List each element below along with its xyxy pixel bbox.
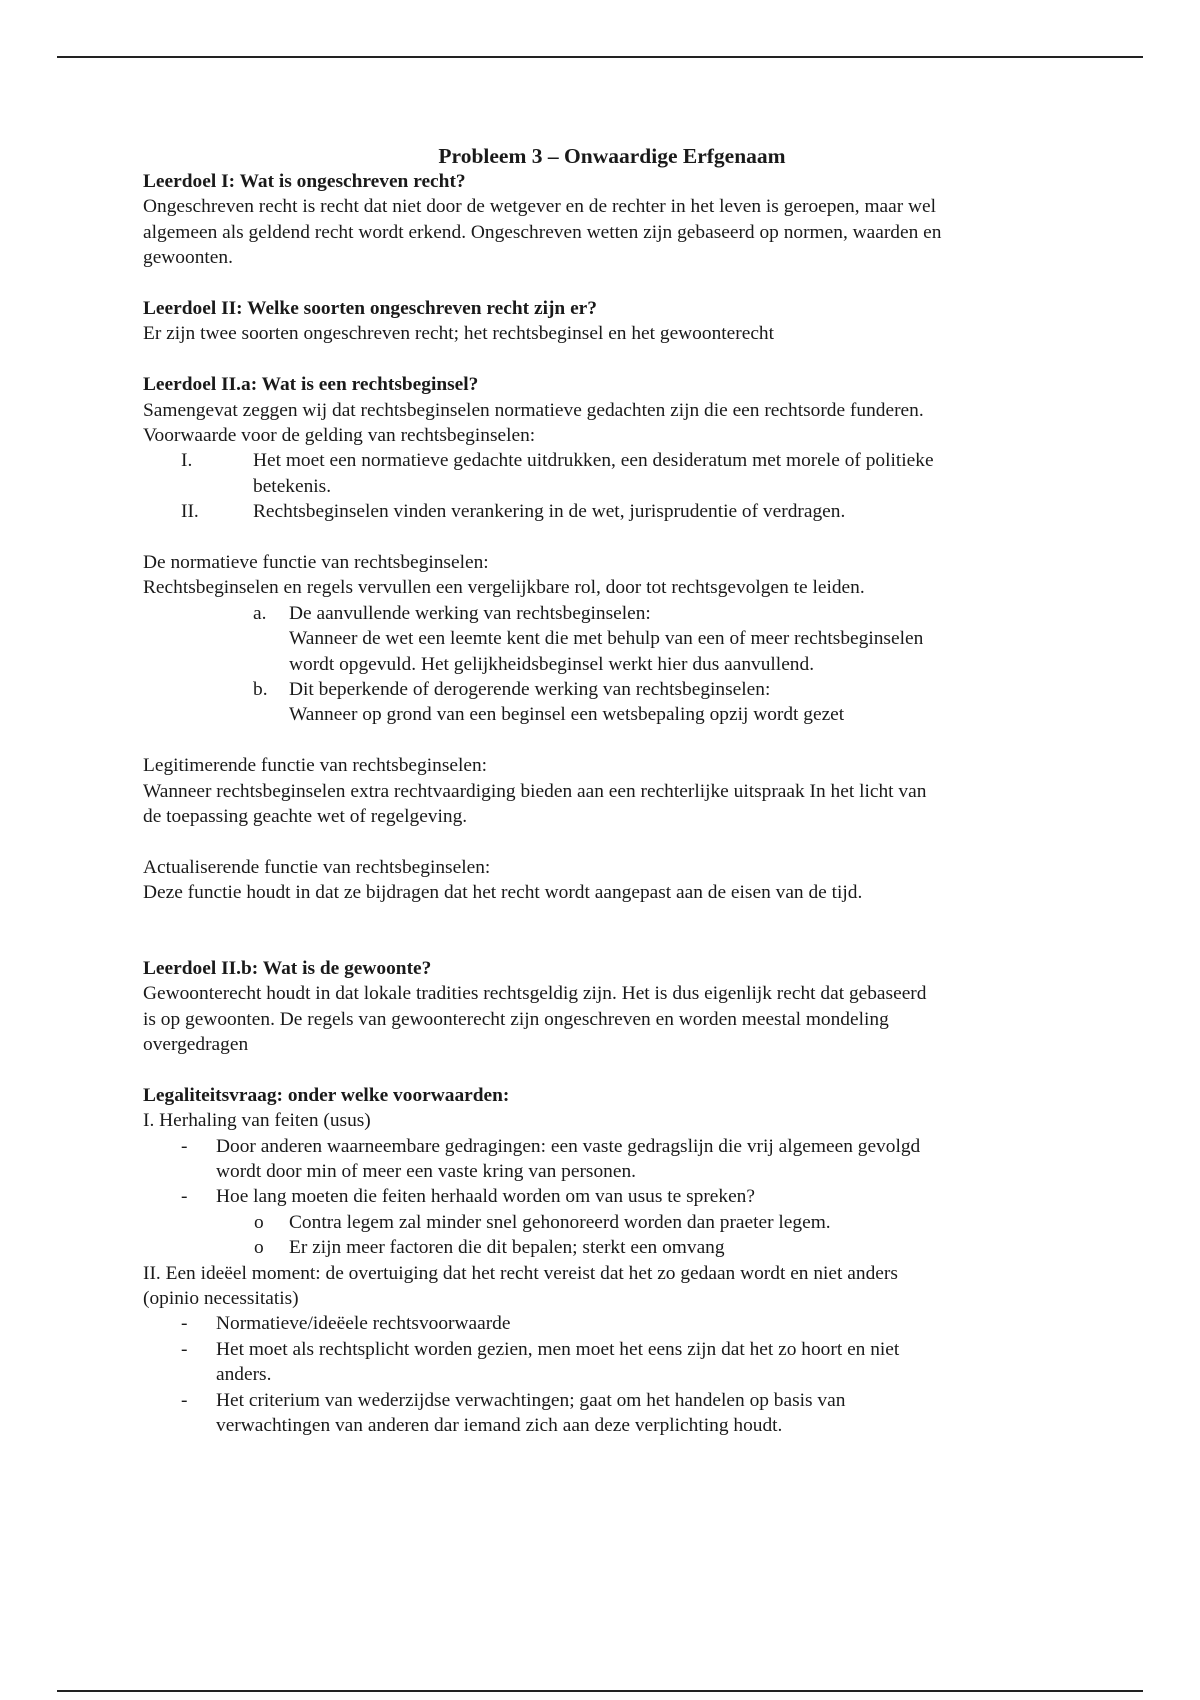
list-item-line: Wanneer op grond van een beginsel een wetsbepaling opzij wordt gezet [289,704,845,726]
paragraph-line: Voorwaarde voor de gelding van rechtsbeginselen: [143,425,536,447]
list-item-line: anders. [216,1364,272,1386]
list-item-line: Er zijn meer factoren die dit bepalen; sterkt een omvang [289,1237,725,1259]
list-marker: I. [181,450,193,472]
list-marker: o [254,1211,264,1233]
list-item-line: Wanneer de wet een leemte kent die met behulp van een of meer rechtsbeginselen [289,628,924,650]
paragraph-line: Actualiserende functie van rechtsbeginselen: [143,856,491,878]
list-item [143,1134,1063,1185]
list-item-line: De aanvullende werking van rechtsbeginselen: [289,602,651,624]
paragraph-line: gewoonten. [143,247,233,269]
list-marker: - [181,1313,188,1335]
list-marker: a. [253,602,267,624]
paragraph-line: is op gewoonten. De regels van gewoonterecht zijn ongeschreven en worden meestal mondeling [143,1008,889,1030]
list-item-line: betekenis. [253,475,332,497]
list-marker: - [181,1186,188,1208]
paragraph-line: overgedragen [143,1033,249,1055]
list-item [143,1388,1063,1439]
footer-rule [57,1690,1143,1692]
paragraph-line: De normatieve functie van rechtsbeginselen: [143,552,489,574]
list-item-line: wordt door min of meer een vaste kring van personen. [216,1160,637,1182]
list-item-line: Het moet als rechtsplicht worden gezien, men moet het eens zijn dat het zo hoort en niet [216,1338,900,1360]
list-item-line: Door anderen waarneembare gedragingen: een vaste gedragslijn die vrij algemeen gevolgd [216,1135,921,1157]
paragraph-line: (opinio necessitatis) [143,1287,299,1309]
list-marker: II. [181,501,199,523]
paragraph-line: I. Herhaling van feiten (usus) [143,1110,371,1132]
list-item [143,601,1063,677]
heading-leerdoel-2b: Leerdoel II.b: Wat is de gewoonte? [143,957,432,979]
list-item [143,448,1063,499]
list-item-line: Normatieve/ideëele rechtsvoorwaarde [216,1313,511,1335]
list-item [143,1311,1063,1336]
heading-leerdoel-2a: Leerdoel II.a: Wat is een rechtsbeginsel? [143,374,479,396]
paragraph-line: Samengevat zeggen wij dat rechtsbeginselen normatieve gedachten zijn die een rechtsorde funderen. [143,399,924,421]
list-item [143,1210,1063,1235]
list-item [143,1337,1063,1388]
paragraph-line: Gewoonterecht houdt in dat lokale tradities rechtsgeldig zijn. Het is dus eigenlijk recht dat gebaseerd [143,983,927,1005]
paragraph-line: de toepassing geachte wet of regelgeving. [143,806,468,828]
list-item-line: Dit beperkende of derogerende werking van rechtsbeginselen: [289,679,771,701]
paragraph-line: Wanneer rechtsbeginselen extra rechtvaardiging bieden aan een rechterlijke uitspraak In het licht van [143,780,927,802]
list-item [143,1184,1063,1209]
list-item-line: Rechtsbeginselen vinden verankering in de wet, jurisprudentie of verdragen. [253,501,846,523]
heading-leerdoel-2: Leerdoel II: Welke soorten ongeschreven recht zijn er? [143,298,597,320]
list-item-line: Contra legem zal minder snel gehonoreerd worden dan praeter legem. [289,1211,831,1233]
list-item-line: Het criterium van wederzijdse verwachtingen; gaat om het handelen op basis van [216,1389,846,1411]
header-rule [57,56,1143,58]
list-marker: o [254,1237,264,1259]
paragraph-line: Rechtsbeginselen en regels vervullen een vergelijkbare rol, door tot rechtsgevolgen te leiden. [143,577,865,599]
paragraph-line: Ongeschreven recht is recht dat niet door de wetgever en de rechter in het leven is geroepen, maar wel [143,196,937,218]
list-item [143,1235,1063,1260]
list-marker: - [181,1389,188,1411]
heading-legaliteitsvraag: Legaliteitsvraag: onder welke voorwaarden: [143,1084,510,1106]
paragraph-line: II. Een ideëel moment: de overtuiging dat het recht vereist dat het zo gedaan wordt en niet anders [143,1262,898,1284]
paragraph-line: Deze functie houdt in dat ze bijdragen dat het recht wordt aangepast aan de eisen van de tijd. [143,882,863,904]
document-body [143,143,1063,1438]
list-marker: - [181,1338,188,1360]
list-item-line: Hoe lang moeten die feiten herhaald worden om van usus te spreken? [216,1186,755,1208]
paragraph-line: Er zijn twee soorten ongeschreven recht; het rechtsbeginsel en het gewoonterecht [143,323,775,345]
list-item-line: wordt opgevuld. Het gelijkheidsbeginsel werkt hier dus aanvullend. [289,653,815,675]
document-title: Probleem 3 – Onwaardige Erfgenaam [438,144,786,168]
list-item [143,677,1063,728]
list-item-line: Het moet een normatieve gedachte uitdrukken, een desideratum met morele of politieke [253,450,934,472]
heading-leerdoel-1: Leerdoel I: Wat is ongeschreven recht? [143,171,466,192]
list-marker: - [181,1135,188,1157]
list-marker: b. [253,679,268,701]
list-item [143,499,1063,524]
paragraph-line: algemeen als geldend recht wordt erkend. Ongeschreven wetten zijn gebaseerd op normen, waarden en [143,221,942,243]
list-item-line: verwachtingen van anderen dar iemand zich aan deze verplichting houdt. [216,1415,783,1436]
paragraph-line: Legitimerende functie van rechtsbeginselen: [143,755,488,777]
